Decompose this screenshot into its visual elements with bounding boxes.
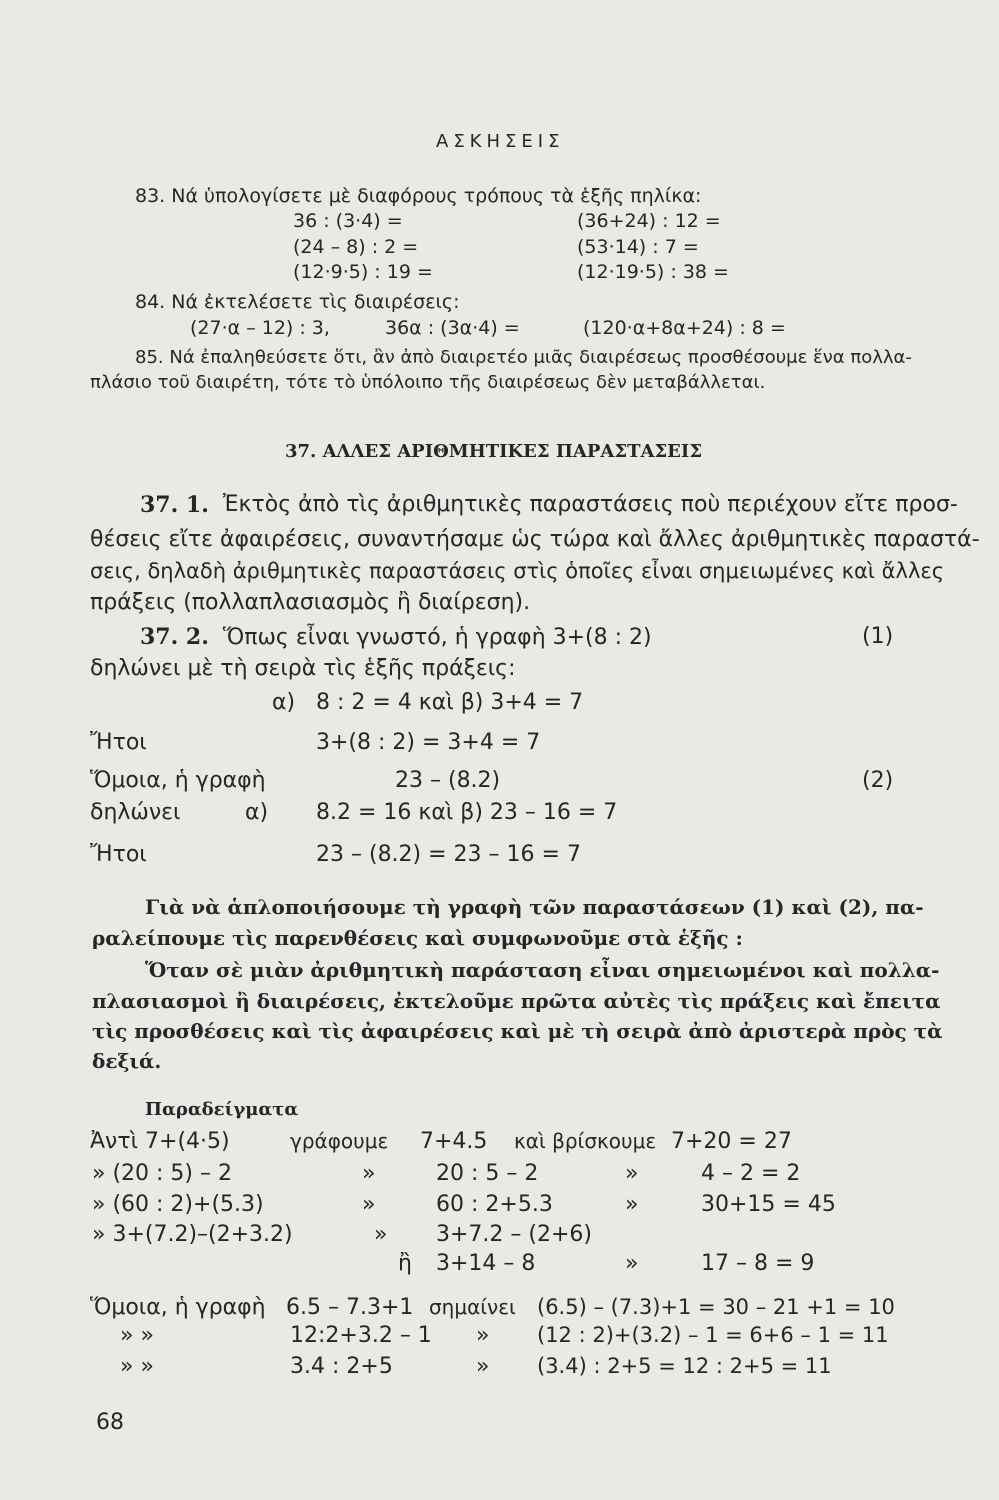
example-row-1-c0: Ἀντὶ 7+(4·5): [90, 1129, 230, 1154]
omoia-row-3-c2: »: [476, 1354, 490, 1379]
exercise-85-line2: πλάσιο τοῦ διαιρέτη, τότε τὸ ὑπόλοιπο τῆς διαιρέσεως δὲν μεταβάλλεται.: [90, 372, 766, 393]
paragraph-37-2-text1: Ὅπως εἶναι γνωστό, ἡ γραφὴ 3+(8 : 2): [222, 625, 652, 650]
dilonei-expression: 8.2 = 16 καὶ β) 23 – 16 = 7: [316, 800, 618, 825]
omoia-row-3-c0: » »: [120, 1354, 154, 1379]
omoia-row-2-c0: » »: [120, 1323, 154, 1348]
itoi-1-expression: 3+(8 : 2) = 3+4 = 7: [316, 730, 541, 755]
omoia-expression: 23 – (8.2): [395, 768, 501, 793]
exercise-83-r1-right: (36+24) : 12 =: [577, 210, 721, 232]
example-row-3-c3: »: [625, 1192, 639, 1217]
paragraph-37-2-line2: δηλώνει μὲ τὴ σειρὰ τὶς ἑξῆς πράξεις:: [90, 656, 516, 681]
paragraph-37-2-line1: [140, 624, 652, 650]
exercise-83-r2-left: (24 – 8) : 2 =: [293, 236, 419, 258]
exercise-84-intro: 84. Νά ἐκτελέσετε τὶς διαιρέσεις:: [135, 291, 460, 313]
example-row-2-c2: 20 : 5 – 2: [436, 1161, 539, 1186]
paragraph-37-1-text1: Ἐκτὸς ἀπὸ τὶς ἀριθμητικὲς παραστάσεις ποὺ περιέχουν εἴτε προσ-: [222, 492, 958, 517]
paragraph-37-1-line1: [140, 492, 958, 518]
section-heading: 37. ΑΛΛΕΣ ΑΡΙΘΜΗΤΙΚΕΣ ΠΑΡΑΣΤΑΣΕΙΣ: [285, 441, 703, 462]
expression-tag-1: (1): [862, 624, 894, 649]
dilonei-label: δηλώνει: [90, 800, 181, 825]
example-row-2-c4: 4 – 2 = 2: [701, 1161, 801, 1186]
rule-line1: Γιὰ νὰ ἁπλοποιήσουμε τὴ γραφὴ τῶν παραστάσεων (1) καὶ (2), πα-: [145, 895, 924, 919]
exercise-83-r1-left: 36 : (3·4) =: [293, 210, 403, 232]
itoi-2-expression: 23 – (8.2) = 23 – 16 = 7: [316, 842, 581, 867]
omoia-row-1-c1: 6.5 – 7.3+1: [286, 1295, 414, 1320]
exercises-title: ΑΣΚΗΣΕΙΣ: [436, 131, 565, 152]
exercise-84-c: (120·α+8α+24) : 8 =: [583, 317, 786, 339]
example-row-3-c1: »: [362, 1192, 376, 1217]
exercise-84-b: 36α : (3α·4) =: [385, 317, 520, 339]
omoia-row-3-c3: (3.4) : 2+5 = 12 : 2+5 = 11: [537, 1354, 832, 1378]
dilonei-a-label: α): [245, 800, 269, 825]
omoia-row-2-c3: (12 : 2)+(3.2) – 1 = 6+6 – 1 = 11: [537, 1323, 889, 1347]
paragraph-37-2-number: 37. 2.: [140, 624, 209, 650]
exercise-83-r2-right: (53·14) : 7 =: [577, 236, 699, 258]
example-row-4-c0: » 3+(7.2)–(2+3.2): [92, 1222, 293, 1247]
omoia-row-2-c2: »: [476, 1323, 490, 1348]
itoi-1-label: Ἤτοι: [90, 730, 147, 755]
omoia-label: Ὅμοια, ἡ γραφὴ: [90, 768, 266, 793]
step-a-label: α): [272, 690, 296, 715]
rule-line2: ραλείπουμε τὶς παρενθέσεις καὶ συμφωνοῦμε στὰ ἑξῆς :: [92, 926, 743, 950]
exercise-83-r3-left: (12·9·5) : 19 =: [293, 261, 433, 283]
example-row-3-c2: 60 : 2+5.3: [436, 1192, 553, 1217]
paragraph-37-1-line3: σεις, δηλαδὴ ἀριθμητικὲς παραστάσεις στὶς ὁποῖες εἶναι σημειωμένες καὶ ἄλλες: [90, 559, 945, 583]
example-row-2-c1: »: [362, 1161, 376, 1186]
omoia-row-1-c2: σημαίνει: [429, 1295, 516, 1319]
page-number: 68: [96, 1410, 124, 1435]
example-row-5-c4: 17 – 8 = 9: [701, 1251, 815, 1276]
example-row-5-c1: ἢ: [398, 1251, 412, 1276]
example-row-3-c0: » (60 : 2)+(5.3): [92, 1192, 264, 1217]
expression-tag-2: (2): [862, 768, 894, 793]
itoi-2-label: Ἤτοι: [90, 842, 147, 867]
omoia-row-2-c1: 12:2+3.2 – 1: [290, 1323, 432, 1348]
example-row-2-c0: » (20 : 5) – 2: [92, 1161, 232, 1186]
example-row-2-c3: »: [625, 1161, 639, 1186]
example-row-1-c1: γράφουμε: [290, 1129, 389, 1153]
example-row-4-c2: 3+7.2 – (2+6): [436, 1222, 592, 1247]
rule-line5: τὶς προσθέσεις καὶ τὶς ἀφαιρέσεις καὶ μὲ τὴ σειρὰ ἀπὸ ἀριστερὰ πρὸς τὰ: [92, 1019, 943, 1043]
exercise-84-a: (27·α – 12) : 3,: [190, 317, 330, 339]
rule-line4: πλασιασμοὶ ἢ διαιρέσεις, ἐκτελοῦμε πρῶτα αὐτὲς τὶς πράξεις καὶ ἔπειτα: [92, 989, 941, 1013]
example-row-1-c3: καὶ βρίσκουμε: [514, 1129, 657, 1153]
example-row-1-c2: 7+4.5: [420, 1129, 488, 1154]
omoia-row-1-c0: Ὅμοια, ἡ γραφὴ: [90, 1295, 266, 1320]
example-row-4-c1: »: [374, 1222, 388, 1247]
omoia-row-1-c3: (6.5) – (7.3)+1 = 30 – 21 +1 = 10: [537, 1295, 895, 1319]
exercise-83-r3-right: (12·19·5) : 38 =: [577, 261, 729, 283]
example-row-5-c3: »: [625, 1251, 639, 1276]
paragraph-37-1-line4: πράξεις (πολλαπλασιασμὸς ἢ διαίρεση).: [90, 590, 531, 615]
rule-line6: δεξιά.: [92, 1049, 162, 1073]
example-row-1-c4: 7+20 = 27: [671, 1129, 792, 1154]
exercise-83-intro: 83. Νά ὑπολογίσετε μὲ διαφόρους τρόπους τὰ ἑξῆς πηλίκα:: [135, 185, 702, 207]
paragraph-37-1-line2: θέσεις εἴτε ἀφαιρέσεις, συναντήσαμε ὡς τώρα καὶ ἄλλες ἀριθμητικὲς παραστά-: [90, 527, 980, 552]
omoia-row-3-c1: 3.4 : 2+5: [290, 1354, 393, 1379]
step-a-expression: 8 : 2 = 4 καὶ β) 3+4 = 7: [316, 690, 584, 715]
example-row-3-c4: 30+15 = 45: [701, 1192, 836, 1217]
examples-heading: Παραδείγματα: [145, 1099, 299, 1120]
example-row-5-c2: 3+14 – 8: [436, 1251, 536, 1276]
exercise-85-line1: 85. Νά ἐπαληθεύσετε ὅτι, ἂν ἀπὸ διαιρετέο μιᾶς διαιρέσεως προσθέσουμε ἕνα πολλα-: [135, 347, 912, 368]
rule-line3: Ὅταν σὲ μιὰν ἀριθμητικὴ παράσταση εἶναι σημειωμένοι καὶ πολλα-: [145, 958, 940, 982]
paragraph-37-1-number: 37. 1.: [140, 492, 209, 518]
